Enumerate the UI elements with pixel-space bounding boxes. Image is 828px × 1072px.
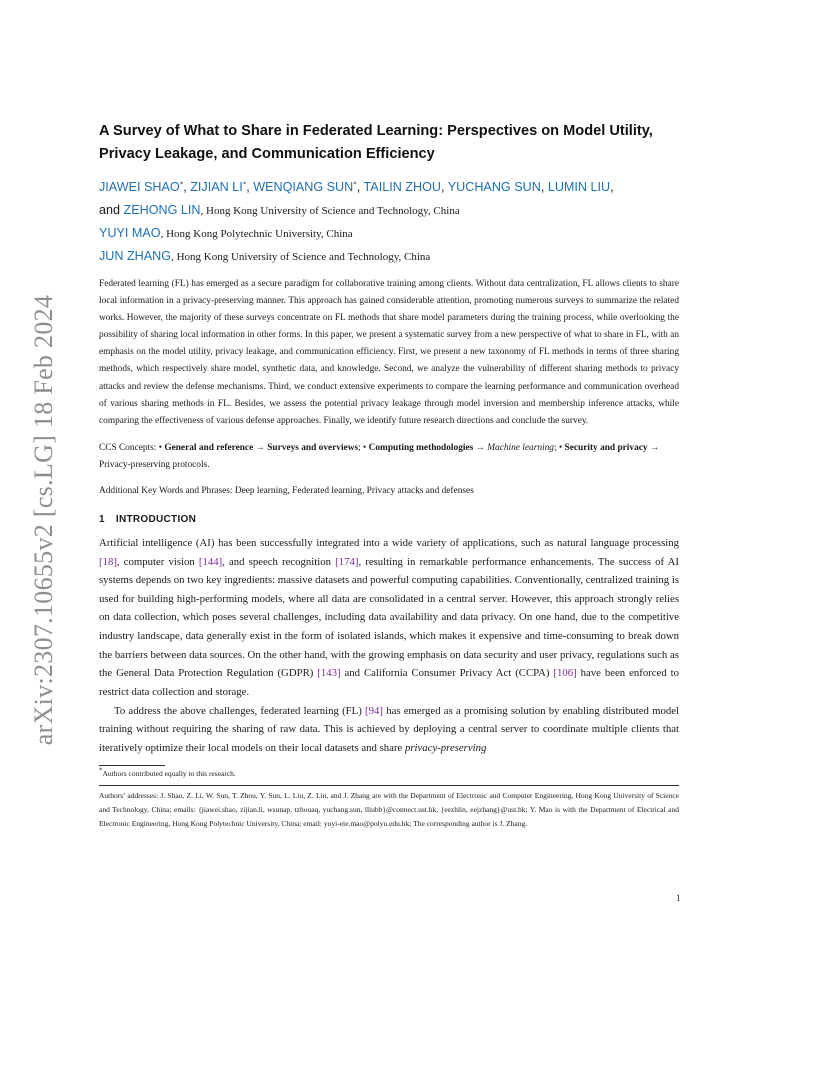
author-line-4 xyxy=(99,245,679,268)
author-link[interactable]: ZIJIAN LI xyxy=(190,180,243,194)
affiliation: , Hong Kong University of Science and Technology, China xyxy=(171,251,431,263)
author-block xyxy=(99,176,679,268)
citation-link[interactable]: [174] xyxy=(335,555,359,568)
ccs-subconcept-3: Privacy-preserving protocols. xyxy=(99,459,210,470)
ccs-concepts xyxy=(99,440,679,474)
footnote xyxy=(99,768,679,780)
text-run-italic: privacy-preserving xyxy=(404,742,487,755)
author-separator: , xyxy=(356,180,364,194)
text-run: has emerged as a promising solution by enabling distributed model training without requiring the sharing of raw data. This is achieved by deploying a central server to coordinate multiple clients that iteratively optimize their local models on their local datasets and share xyxy=(99,704,679,755)
author-line-3 xyxy=(99,222,679,245)
ccs-separator: ; • xyxy=(553,442,565,453)
text-run: have been enforced to restrict data collection and storage. xyxy=(99,667,680,699)
ccs-concept-3: Security and privacy xyxy=(564,442,648,453)
and-text: and xyxy=(99,203,124,217)
ccs-arrow: → xyxy=(473,442,488,453)
text-run: To address the above challenges, federated learning (FL) xyxy=(114,704,366,717)
author-line-1 xyxy=(99,176,679,199)
equal-contribution-mark: * xyxy=(179,180,184,189)
footnote-mark: * xyxy=(99,766,103,775)
intro-paragraph-1 xyxy=(99,534,679,702)
author-separator: , xyxy=(246,180,254,194)
ccs-concept-1: General and reference → Surveys and overviews xyxy=(164,442,359,453)
citation-link[interactable]: [143] xyxy=(317,667,341,680)
author-addresses: Authors’ addresses: J. Shao, Z. Li, W. Sun, T. Zhou, Y. Sun, L. Liu, Z. Lin, and J. Zhang are with the Department of Electronic and Computer Engineering, Hong Kong University of Science and Technology, China; emails: {jiawei.shao, zijian.li, wsunap, tzhouaq, yuchang.sun, lliubb}@connect.ust.hk, {eezhlin, eejzhang}@ust.hk; Y. Mao is with the Department of Electrical and Electronic Engineering, Hong Kong Polytechnic University, China; email: yuyi-eie.mao@polyu.edu.hk; The corresponding author is J. Zhang. xyxy=(99,790,679,828)
author-link[interactable]: JIAWEI SHAO xyxy=(99,180,180,194)
section-number: 1 xyxy=(99,513,105,525)
author-separator: , xyxy=(540,180,548,194)
author-link[interactable]: ZEHONG LIN xyxy=(123,203,201,217)
ccs-concept-2: Computing methodologies xyxy=(368,442,474,453)
abstract-text: Federated learning (FL) has emerged as a secure paradigm for collaborative training among clients. Without data centralization, FL allows clients to share local information in a privacy-preserving manner. This approach has gained considerable attention, promoting numerous surveys to summarize the related works. However, the majority of these surveys concentrate on FL methods that share model parameters during the training process, while overlooking the possibility of sharing local information in other forms. In this paper, we present a systematic survey from a new perspective of what to share in FL, with an emphasis on the model utility, privacy leakage, and communication efficiency. First, we present a new taxonomy of FL methods in terms of three sharing methods, which respectively share model, synthetic data, and knowledge. Second, we analyze the vulnerability of different sharing methods to privacy attacks and review the defense mechanisms. Third, we conduct extensive experiments to compare the learning performance and communication overhead of various sharing methods in FL. Besides, we assess the potential privacy leakage through model inversion and membership inference attacks, while comparing the effectiveness of various defense approaches. Finally, we identify future research directions and conclude the survey. xyxy=(99,279,679,426)
author-link[interactable]: LUMIN LIU xyxy=(547,180,611,194)
affiliation: , Hong Kong University of Science and Technology, China xyxy=(200,205,460,217)
text-run: , resulting in remarkable performance enhancements. The success of AI systems depends on two key ingredients: massive datasets and powerful computing capabilities. Conventionally, centralized training is used for building high-performing models, where all data are consolidated in a central server. However, this approach strongly relies on data collection, which poses several challenges, including data availability and data privacy. On one hand, due to the competitive industry landscape, data generally exist in the form of isolated islands, which makes it expensive and time-consuming to break down the barriers between data sources. On the other hand, with the growing emphasis on data security and user privacy, regulations such as the General Data Protection Regulation (GDPR) xyxy=(99,555,679,680)
ccs-arrow: → xyxy=(647,442,660,453)
text-run: Artificial intelligence (AI) has been successfully integrated into a wide variety of applications, such as natural language processing xyxy=(99,536,679,549)
equal-contribution-mark: * xyxy=(242,180,247,189)
author-separator: , xyxy=(610,180,614,194)
paper-page xyxy=(99,120,679,830)
author-link[interactable]: YUCHANG SUN xyxy=(447,180,541,194)
author-link[interactable]: WENQIANG SUN xyxy=(253,180,354,194)
abstract xyxy=(99,276,679,430)
author-link[interactable]: JUN ZHANG xyxy=(99,249,172,263)
citation-link[interactable]: [94] xyxy=(365,704,383,717)
section-title: INTRODUCTION xyxy=(115,513,197,525)
page-number: 1 xyxy=(676,893,681,903)
paper-title: A Survey of What to Share in Federated Learning: Perspectives on Model Utility, Privacy Leakage, and Communication Efficiency xyxy=(99,123,653,162)
section-heading xyxy=(99,514,679,525)
citation-link[interactable]: [144] xyxy=(198,555,223,568)
ccs-separator: ; • xyxy=(358,442,369,453)
citation-link[interactable]: [18] xyxy=(99,555,117,568)
introduction-body xyxy=(99,534,679,758)
author-line-2 xyxy=(99,199,679,222)
text-run: , and speech recognition xyxy=(222,555,336,568)
footnote-divider xyxy=(99,765,165,766)
author-link[interactable]: TAILIN ZHOU xyxy=(363,180,441,194)
affiliation: , Hong Kong Polytechnic University, China xyxy=(160,228,353,240)
citation-link[interactable]: [106] xyxy=(553,667,577,680)
ccs-label: CCS Concepts: • xyxy=(99,442,165,453)
author-separator: , xyxy=(183,180,191,194)
author-separator: , xyxy=(440,180,448,194)
arxiv-identifier: arXiv:2307.10655v2 [cs.LG] 18 Feb 2024 xyxy=(29,294,58,746)
footnote-text: Authors contributed equally to this research. xyxy=(102,768,236,778)
equal-contribution-mark: * xyxy=(353,180,357,189)
text-run: and California Consumer Privacy Act (CCPA) xyxy=(340,667,554,680)
ccs-subconcept-2: Machine learning xyxy=(487,442,554,453)
keywords: Additional Key Words and Phrases: Deep learning, Federated learning, Privacy attacks and defenses xyxy=(99,485,474,496)
intro-paragraph-2 xyxy=(99,702,679,758)
address-divider xyxy=(99,785,679,786)
text-run: , computer vision xyxy=(116,555,199,568)
author-link[interactable]: YUYI MAO xyxy=(99,226,161,240)
